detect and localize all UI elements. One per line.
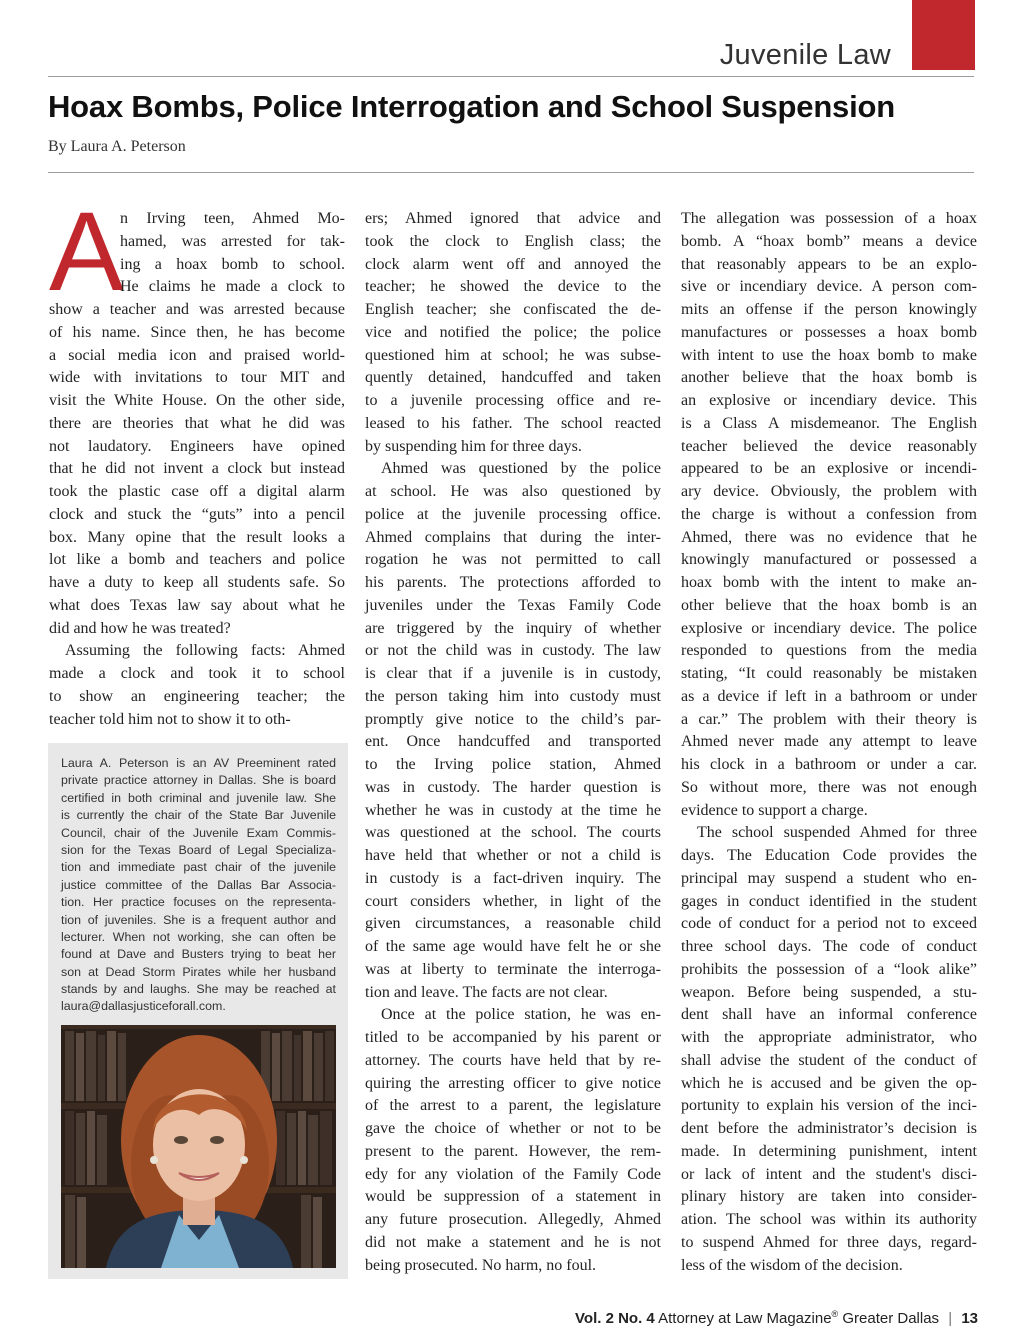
text-line: Laura A. Peterson is an AV Preeminent rated [61,756,336,770]
text-line: clock alarm went off and annoyed the [365,255,661,273]
text-line: edy for any violation of the Family Code [365,1165,661,1183]
text-line: Once at the police station, he was en- [381,1006,661,1024]
text-line: ers; Ahmed ignored that advice and [365,210,661,227]
text-line: was questioned at the school. The courts [365,824,661,842]
page-footer [575,1304,978,1329]
text-line: The school suspended Ahmed for three [697,824,977,842]
text-line: stating, “It could reasonably be mistaken [681,665,977,682]
section-label: Juvenile Law [719,39,891,71]
text-line: or not the child was in custody. The law [365,642,661,660]
text-line: evidence to support a charge. [681,801,868,819]
text-line: visit the White House. On the other side, [49,392,345,409]
text-line: responded to questions from the media [681,642,977,660]
footer-separator: | [948,1310,953,1327]
text-line: what does Texas law say about what he [49,596,345,614]
author-portrait-image [61,1025,336,1268]
text-line: ing a hoax bomb to school. [120,255,345,273]
text-line: dent shall have an informal conference [681,1006,977,1024]
text-line: other believe that the hoax bomb is an [681,596,977,614]
title-rule [48,172,974,173]
text-line: that reasonably appears to be an explo- [681,255,977,273]
text-line: code of conduct for a period not to exceed [681,915,977,933]
text-line: questioned him at school; he was subse- [365,346,661,364]
text-line: lecturer. When not working, she can often be [61,929,336,944]
text-line: or lack of intent and the student's disci- [681,1165,977,1183]
text-line: that he did not invent a clock but instead [49,460,345,478]
text-line: He claims he made a clock to [120,278,345,296]
text-line: is currently the chair of the State Bar Juvenile [61,808,336,823]
text-line: days. The Education Code provides the [681,847,977,864]
text-line: is a Class A misdemeanor. The English [681,414,977,432]
text-line: quently detained, handcuffed and taken [365,369,661,387]
text-line: laura@dallasjusticeforall.com. [61,999,226,1014]
footer-volume: Vol. 2 No. 4 [575,1310,655,1327]
text-line: The allegation was possession of a hoax [681,210,977,227]
text-line: sion for the Texas Board of Legal Specializa- [61,842,336,857]
text-line: stands by and laughs. She may be reached at [61,982,336,997]
text-line: by suspending him for three days. [365,437,582,455]
article-title: Hoax Bombs, Police Interrogation and School Suspension [48,89,895,124]
article-column-1 [49,208,345,731]
text-line: rogation he was not permitted to call [365,551,661,569]
text-line: have a duty to keep all students safe. So [49,574,345,591]
text-line: in custody is a fact-driven inquiry. The [365,869,661,887]
text-line: police at the juvenile processing office. [365,505,661,523]
drop-cap: A [49,189,124,314]
text-line: a car.” The problem with their theory is [681,710,977,728]
text-line: at school. He was also questioned by [365,483,661,500]
article-column-2 [365,208,661,1277]
text-line: his parents. The protections afforded to [365,574,661,591]
text-line: box. Many opine that the result looks a [49,528,345,546]
text-line: as a device if left in a bathroom or under [681,687,977,705]
text-line: teacher; he showed the device to the [365,278,661,296]
text-line: would be suppression of a statement in [365,1188,661,1206]
text-line: which he is accused and be given the op- [681,1074,977,1092]
text-line: manufactures or possesses a hoax bomb [681,323,977,341]
text-line: tion and leave. The facts are not clear. [365,983,608,1001]
text-line: whether he was in custody at the time he [365,801,661,819]
text-line: sive or incendiary device. A person com- [681,278,977,296]
text-line: did not make a statement and he is not [365,1233,661,1251]
text-line: n Irving teen, Ahmed Mo- [120,210,345,227]
text-line: of the arrest to a parent, the legislature [365,1097,661,1115]
text-line: any future prosecution. Allegedly, Ahmed [365,1211,661,1228]
text-line: another believe that the hoax bomb is [681,369,977,387]
text-line: ary device. Obviously, the problem with [681,483,977,500]
text-line: to a juvenile processing office and re- [365,392,661,409]
text-line: Ahmed complains that during the inter- [365,528,661,546]
footer-registered-mark: ® [831,1309,839,1319]
text-line: of his name. Since then, he has become [49,323,345,341]
text-line: prohibits the possession of a “look alike” [681,960,977,978]
text-line: have held that whether or not a child is [365,847,661,864]
text-line: ation. The school was within its authority [681,1211,977,1228]
text-line: wide with invitations to tour MIT and [49,369,345,387]
text-line: titled to be accompanied by his parent or [365,1029,661,1046]
text-line: appeared to be an explosive or incendi- [681,460,977,478]
text-line: was at liberty to terminate the interroga- [365,960,661,978]
text-line: Council, chair of the Juvenile Exam Commis- [61,825,336,840]
author-photo [61,1025,336,1268]
text-line: knowingly manufactured or possessed a [681,551,977,569]
text-line: gave the choice of whether or not to be [365,1120,661,1137]
footer-edition: Greater Dallas [842,1310,940,1327]
text-line: less of the wisdom of the decision. [681,1256,903,1274]
text-line: bomb. A “hoax bomb” means a device [681,232,977,250]
text-line: shall advise the student of the conduct of [681,1051,977,1069]
text-line: plinary history are taken into consider- [681,1188,977,1206]
text-line: English teacher; she confiscated the de- [365,301,661,318]
text-line: promptly give notice to the child’s par- [365,710,661,728]
text-line: leased to his father. The school reacted [365,414,661,432]
text-line: justice committee of the Dallas Bar Associa- [61,877,336,892]
text-line: being prosecuted. No harm, no foul. [365,1256,597,1274]
text-line: quiring the arresting officer to give notice [365,1074,661,1092]
text-line: the person taking him into custody must [365,687,661,705]
text-line: his clock in a bathroom or under a car. [681,756,977,773]
page-number: 13 [961,1310,978,1327]
text-line: present to the parent. However, the rem- [365,1142,661,1160]
text-line: tion of juveniles. She is a frequent author and [61,912,336,927]
text-line: with the appropriate administrator, who [681,1029,977,1046]
text-line: Ahmed never made any attempt to leave [681,733,977,751]
text-line: is clear that if a juvenile is in custody, [365,665,661,682]
text-line: teacher believed the device reasonably [681,437,977,455]
text-line: three school days. The code of conduct [681,938,977,955]
text-line: teacher told him not to show it to oth- [49,710,291,728]
text-line: hamed, was arrested for tak- [120,232,345,250]
text-line: to show an engineering teacher; the [49,687,345,705]
header-rule [48,76,974,77]
text-line: an explosive or incendiary device. This [681,392,977,409]
text-line: not laudatory. Engineers have opined [49,437,345,455]
text-line: took the plastic case off a digital alarm [49,483,345,500]
text-line: So without more, there was not enough [681,778,977,796]
text-line: there are theories that what he did was [49,414,345,432]
text-line: private practice attorney in Dallas. She is board [61,773,336,788]
text-line: tion. Her practice focuses on the representa- [61,895,336,910]
text-line: court considers whether, in light of the [365,892,661,910]
text-line: attorney. The courts have held that by re- [365,1051,661,1069]
text-line: portunity to explain his version of the inci- [681,1097,977,1115]
text-line: made a clock and took it to school [49,665,345,682]
footer-magazine: Attorney at Law Magazine [658,1310,832,1327]
article-byline: By Laura A. Peterson [48,138,186,155]
text-line: dent before the administrator’s decision is [681,1120,977,1137]
text-line: given circumstances, a reasonable child [365,915,661,933]
text-line: a social media icon and praised world- [49,346,345,364]
text-line: explosive or incendiary device. The police [681,619,977,637]
text-line: clock and stuck the “guts” into a pencil [49,505,345,523]
article-column-3 [681,208,977,1277]
text-line: lot like a bomb and teachers and police [49,551,345,569]
text-line: tion and immediate past chair of the juvenile [61,860,336,875]
section-accent-tab [912,0,975,70]
text-line: certified in both criminal and juvenile law. She [61,790,336,805]
text-line: Assuming the following facts: Ahmed [65,642,345,660]
text-line: ent. Once handcuffed and transported [365,733,661,751]
text-line: show a teacher and was arrested because [49,301,345,318]
author-bio [61,755,336,1016]
text-line: took the clock to English class; the [365,232,661,250]
text-line: with intent to use the hoax bomb to make [681,346,977,364]
text-line: Ahmed, there was no evidence that he [681,528,977,546]
text-line: hoax bomb with the intent to make an- [681,574,977,591]
text-line: was in custody. The harder question is [365,778,661,796]
text-line: son at Dead Storm Pirates while her husband [61,964,336,979]
text-line: to the Irving police station, Ahmed [365,756,661,773]
text-line: the charge is without a confession from [681,505,977,523]
text-line: mits an offense if the person knowingly [681,301,977,318]
text-line: weapon. Before being suspended, a stu- [681,983,977,1001]
text-line: are triggered by the inquiry of whether [365,619,661,637]
text-line: principal may suspend a student who en- [681,869,977,887]
text-line: gages in conduct identified in the student [681,892,977,910]
text-line: did and how he was treated? [49,619,231,637]
text-line: Ahmed was questioned by the police [381,460,661,478]
text-line: juveniles under the Texas Family Code [365,596,661,614]
text-line: made. In determining punishment, intent [681,1142,977,1160]
text-line: vice and notified the police; the police [365,323,661,341]
text-line: to suspend Ahmed for three days, regard- [681,1233,977,1251]
text-line: of the same age would have felt he or she [365,938,661,955]
text-line: found at Dave and Busters trying to beat her [61,947,336,962]
